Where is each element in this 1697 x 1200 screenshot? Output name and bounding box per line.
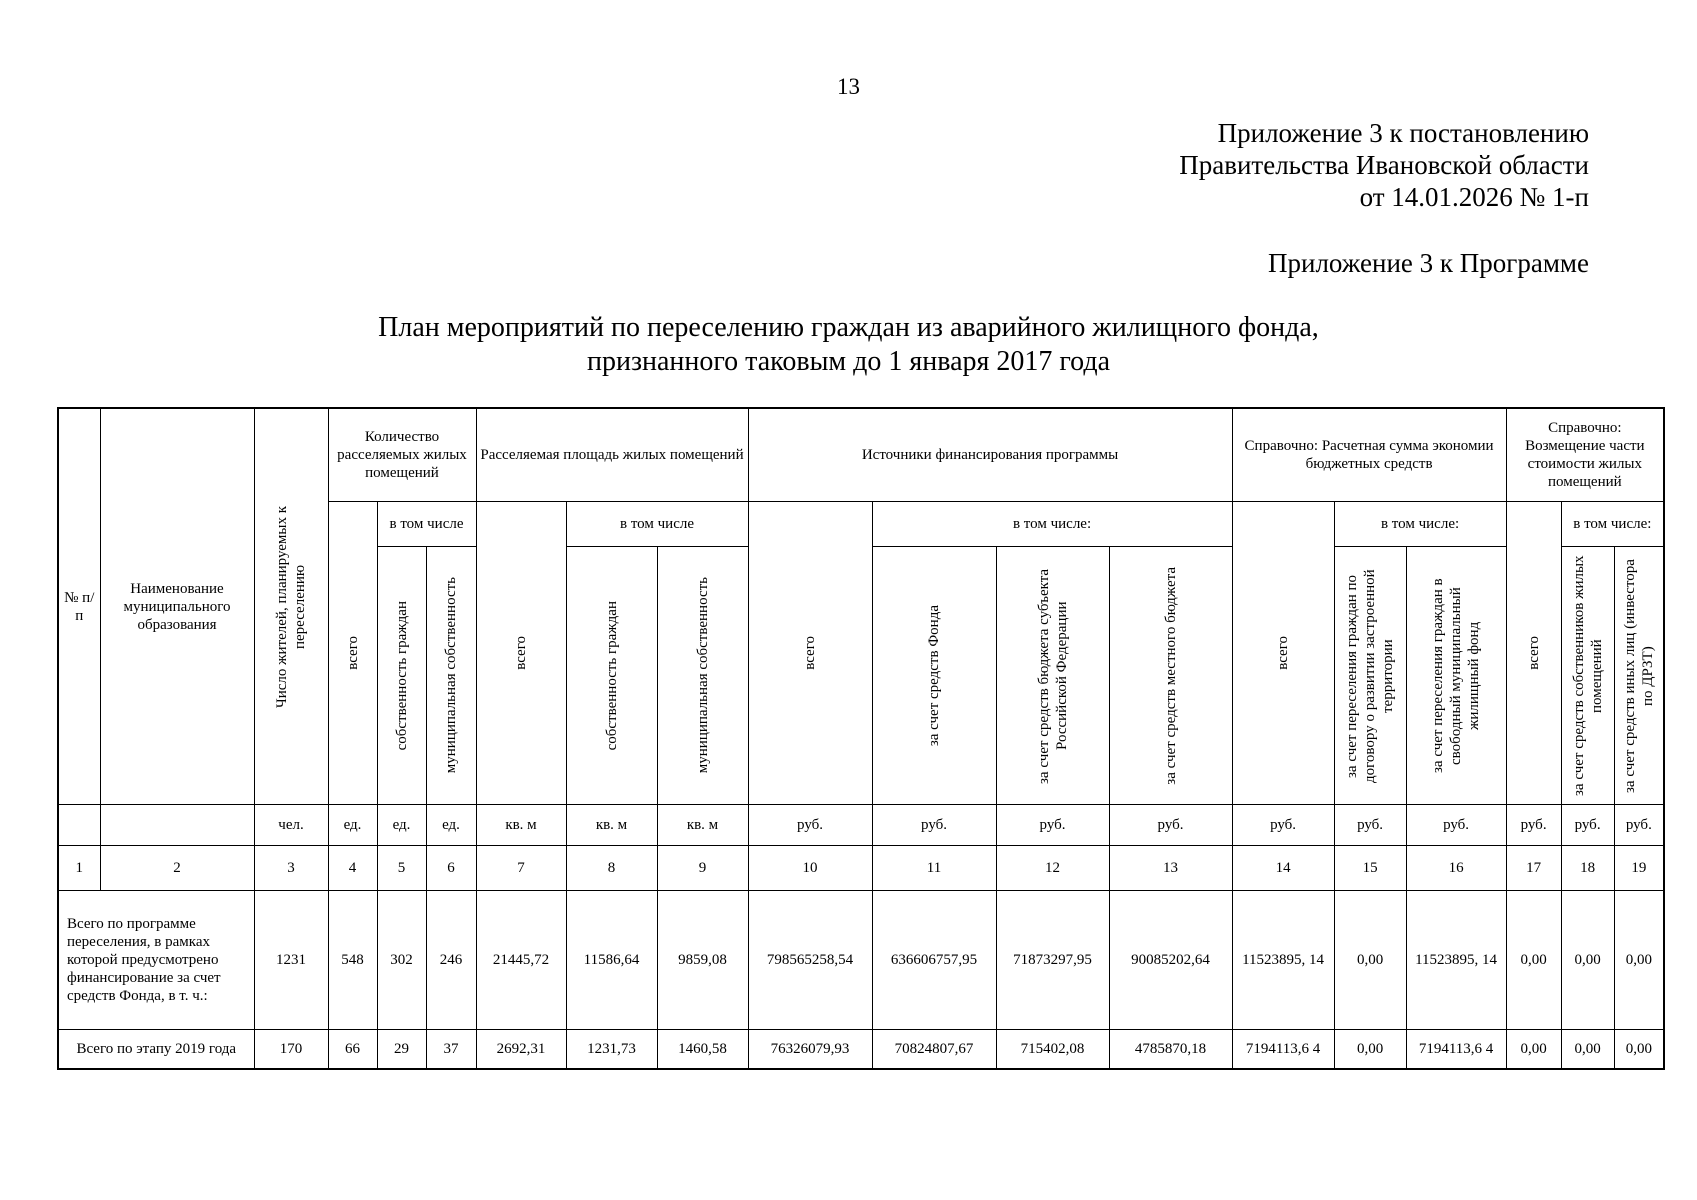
- table-cell: 0,00: [1614, 1030, 1664, 1070]
- document-title-line-2: признанного таковым до 1 января 2017 года: [586, 346, 1111, 377]
- header-rooms-municipal-text: муниципальная собственность: [443, 577, 459, 774]
- table-cell: 0,00: [1506, 1030, 1561, 1070]
- table-cell: 636606757,95: [872, 891, 996, 1030]
- header-area-total: [476, 502, 566, 805]
- table-row-stage-2019: [58, 1030, 1664, 1070]
- appendix-decree-line-2: Правительства Ивановской области: [1179, 150, 1589, 180]
- unit-cell: руб.: [872, 805, 996, 846]
- header-local-budget-text: за счет средств местного бюджета: [1162, 566, 1179, 785]
- unit-cell: руб.: [1614, 805, 1664, 846]
- row-label: Всего по программе переселения, в рамках которой предусмотрено финансирование за счет средств Фонда, в т. ч.:: [58, 891, 254, 1030]
- header-rooms-total: [328, 502, 377, 805]
- unit-cell: руб.: [1232, 805, 1334, 846]
- column-number: 9: [657, 846, 748, 891]
- column-number: 7: [476, 846, 566, 891]
- header-economy-free-text: за счет переселения граждан в свободный муниципальный жилищный фонд: [1430, 578, 1483, 773]
- table-cell: 7194113,6 4: [1232, 1030, 1334, 1070]
- table-cell: 37: [426, 1030, 476, 1070]
- table-cell: 0,00: [1334, 891, 1406, 1030]
- header-owners-text: за счет средств собственников жилых помещений: [1570, 555, 1605, 796]
- column-number: 6: [426, 846, 476, 891]
- column-number: 18: [1561, 846, 1614, 891]
- appendix-decree-line-3: от 14.01.2026 № 1-п: [1359, 182, 1589, 212]
- table-cell: 4785870,18: [1109, 1030, 1232, 1070]
- table-cell: 1460,58: [657, 1030, 748, 1070]
- header-compensation-total-text: всего: [1525, 636, 1542, 670]
- header-area-municipal: [657, 547, 748, 805]
- header-residents: [254, 408, 328, 805]
- header-compensation-total: [1506, 502, 1561, 805]
- header-name: Наименование муниципального образования: [100, 408, 254, 805]
- unit-cell: [58, 805, 100, 846]
- table-cell: 21445,72: [476, 891, 566, 1030]
- header-finance-total-text: всего: [802, 636, 819, 670]
- unit-cell: ед.: [377, 805, 426, 846]
- header-finance-incl: в том числе:: [872, 502, 1232, 547]
- unit-cell: руб.: [1561, 805, 1614, 846]
- units-row: [58, 805, 1664, 846]
- appendix-decree: [1179, 117, 1589, 213]
- column-number: 5: [377, 846, 426, 891]
- table-cell: 548: [328, 891, 377, 1030]
- table-cell: 71873297,95: [996, 891, 1109, 1030]
- column-number: 3: [254, 846, 328, 891]
- unit-cell: руб.: [1406, 805, 1506, 846]
- document-title: [0, 311, 1697, 379]
- unit-cell: руб.: [748, 805, 872, 846]
- table-cell: 29: [377, 1030, 426, 1070]
- column-number: 10: [748, 846, 872, 891]
- header-owners: [1561, 547, 1614, 805]
- header-area-total-text: всего: [513, 636, 529, 670]
- table-cell: 11523895, 14: [1406, 891, 1506, 1030]
- unit-cell: ед.: [328, 805, 377, 846]
- resettlement-plan-table: [57, 407, 1665, 1070]
- column-number: 12: [996, 846, 1109, 891]
- header-rooms-group: Количество расселяемых жилых помещений: [328, 408, 476, 502]
- header-residents-text: Число жителей, планируемых к переселению: [274, 505, 308, 708]
- table-cell: 246: [426, 891, 476, 1030]
- column-number: 11: [872, 846, 996, 891]
- unit-cell: руб.: [996, 805, 1109, 846]
- header-area-municipal-text: муниципальная собственность: [694, 577, 711, 774]
- table-cell: 170: [254, 1030, 328, 1070]
- header-area-private: [566, 547, 657, 805]
- column-number: 2: [100, 846, 254, 891]
- table-cell: 90085202,64: [1109, 891, 1232, 1030]
- header-num: № п/п: [58, 408, 100, 805]
- header-area-group: Расселяемая площадь жилых помещений: [476, 408, 748, 502]
- column-number: 4: [328, 846, 377, 891]
- unit-cell: кв. м: [476, 805, 566, 846]
- header-economy-dev: [1334, 547, 1406, 805]
- header-economy-incl: в том числе:: [1334, 502, 1506, 547]
- document-title-line-1: План мероприятий по переселению граждан из аварийного жилищного фонда,: [378, 312, 1319, 343]
- unit-cell: кв. м: [566, 805, 657, 846]
- header-finance-total: [748, 502, 872, 805]
- header-subject-budget-text: за счет средств бюджета субъекта Российской Федерации: [1035, 567, 1070, 784]
- table-cell: 715402,08: [996, 1030, 1109, 1070]
- table-cell: 70824807,67: [872, 1030, 996, 1070]
- column-number: 15: [1334, 846, 1406, 891]
- unit-cell: руб.: [1109, 805, 1232, 846]
- unit-cell: руб.: [1506, 805, 1561, 846]
- table-cell: 0,00: [1614, 891, 1664, 1030]
- table-cell: 9859,08: [657, 891, 748, 1030]
- header-economy-dev-text: за счет переселения граждан по договору о развитии застроенной территории: [1344, 568, 1397, 783]
- table-cell: 11523895, 14: [1232, 891, 1334, 1030]
- header-area-incl: в том числе: [566, 502, 748, 547]
- header-local-budget: [1109, 547, 1232, 805]
- table-cell: 7194113,6 4: [1406, 1030, 1506, 1070]
- column-numbers-row: [58, 846, 1664, 891]
- header-area-private-text: собственность граждан: [603, 600, 620, 751]
- header-finance-group: Источники финансирования программы: [748, 408, 1232, 502]
- table-cell: 66: [328, 1030, 377, 1070]
- column-number: 14: [1232, 846, 1334, 891]
- table-cell: 1231: [254, 891, 328, 1030]
- unit-cell: [100, 805, 254, 846]
- column-number: 1: [58, 846, 100, 891]
- unit-cell: чел.: [254, 805, 328, 846]
- table-cell: 0,00: [1334, 1030, 1406, 1070]
- header-others: [1614, 547, 1664, 805]
- header-fund-text: за счет средств Фонда: [926, 604, 943, 747]
- table-cell: 0,00: [1561, 1030, 1614, 1070]
- table-cell: 302: [377, 891, 426, 1030]
- column-number: 17: [1506, 846, 1561, 891]
- unit-cell: руб.: [1334, 805, 1406, 846]
- header-economy-total: [1232, 502, 1334, 805]
- header-others-text: за счет средств иных лиц (инвестора по ДРЗТ): [1621, 558, 1656, 793]
- appendix-decree-line-1: Приложение 3 к постановлению: [1217, 118, 1589, 148]
- table-cell: 76326079,93: [748, 1030, 872, 1070]
- table-row-program-total: [58, 891, 1664, 1030]
- row-label: Всего по этапу 2019 года: [58, 1030, 254, 1070]
- column-number: 16: [1406, 846, 1506, 891]
- header-economy-total-text: всего: [1275, 636, 1292, 670]
- table-cell: 798565258,54: [748, 891, 872, 1030]
- header-rooms-private-text: собственность граждан: [393, 600, 410, 751]
- header-rooms-municipal: [426, 547, 476, 805]
- unit-cell: ед.: [426, 805, 476, 846]
- header-rooms-incl: в том числе: [377, 502, 476, 547]
- header-compensation-incl: в том числе:: [1561, 502, 1664, 547]
- table-cell: 0,00: [1506, 891, 1561, 1030]
- column-number: 19: [1614, 846, 1664, 891]
- table-cell: 1231,73: [566, 1030, 657, 1070]
- unit-cell: кв. м: [657, 805, 748, 846]
- header-economy-group: Справочно: Расчетная сумма экономии бюджетных средств: [1232, 408, 1506, 502]
- header-rooms-private: [377, 547, 426, 805]
- column-number: 8: [566, 846, 657, 891]
- appendix-program: Приложение 3 к Программе: [1268, 248, 1589, 278]
- header-rooms-total-text: всего: [344, 636, 361, 670]
- page-number: 13: [837, 74, 860, 99]
- header-economy-free: [1406, 547, 1506, 805]
- header-fund: [872, 547, 996, 805]
- header-subject-budget: [996, 547, 1109, 805]
- table-cell: 2692,31: [476, 1030, 566, 1070]
- column-number: 13: [1109, 846, 1232, 891]
- header-compensation-group: Справочно: Возмещение части стоимости жилых помещений: [1506, 408, 1664, 502]
- table-cell: 0,00: [1561, 891, 1614, 1030]
- table-cell: 11586,64: [566, 891, 657, 1030]
